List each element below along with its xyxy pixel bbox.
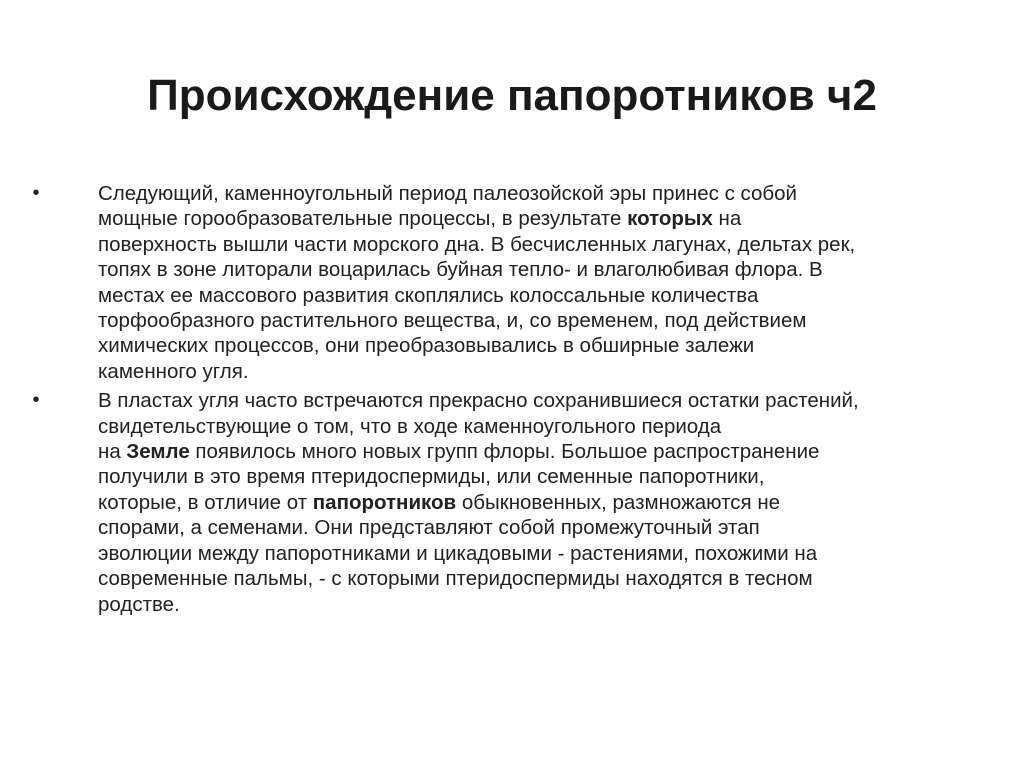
text-line: на Земле появилось много новых групп флоры. Большое распространение — [98, 440, 820, 464]
bullet-item — [32, 388, 978, 617]
slide-title: Происхождение папоротников ч2 — [147, 71, 877, 120]
bold-text: которых — [627, 207, 713, 231]
text-line: свидетельствующие о том, что в ходе каменноугольного периода — [98, 414, 722, 438]
text-line: мощные горообразовательные процессы, в результате которых на — [98, 207, 742, 231]
bullet-dot-icon: • — [32, 389, 40, 412]
bold-text: папоротников — [312, 490, 457, 514]
text-line: торфообразного растительного вещества, и, со временем, под действием — [98, 309, 807, 333]
bullet-item — [32, 181, 978, 384]
text-line: топях в зоне литорали воцарилась буйная тепло- и влаголюбивая флора. В — [98, 258, 823, 282]
text-line: химических процессов, они преобразовывались в обширные залежи — [98, 334, 755, 358]
text-line: Следующий, каменноугольный период палеозойской эры принес с собой — [98, 182, 798, 205]
text-line: получили в это время птеридоспермиды, или семенные папоротники, — [98, 465, 765, 489]
text-line: спорами, а семенами. Они представляют собой промежуточный этап — [98, 516, 760, 540]
text-line: каменного угля. — [98, 359, 249, 383]
text-line: эволюции между папоротниками и цикадовыми - растениями, похожими на — [98, 541, 818, 565]
bold-text: Земле — [126, 440, 190, 464]
text-line: местах ее массового развития скоплялись колоссальные количества — [98, 283, 759, 307]
text-line: современные пальмы, - с которыми птеридоспермиды находятся в тесном — [98, 567, 813, 591]
text-line: В пластах угля часто встречаются прекрасно сохранившиеся остатки растений, — [98, 389, 859, 413]
bullet-dot-icon: • — [32, 182, 40, 204]
bullet-list — [32, 181, 978, 621]
text-line: родстве. — [98, 592, 180, 616]
text-line: поверхность вышли части морского дна. В бесчисленных лагунах, дельтах рек, — [98, 232, 856, 256]
text-line: которые, в отличие от папоротников обыкновенных, размножаются не — [98, 490, 781, 514]
